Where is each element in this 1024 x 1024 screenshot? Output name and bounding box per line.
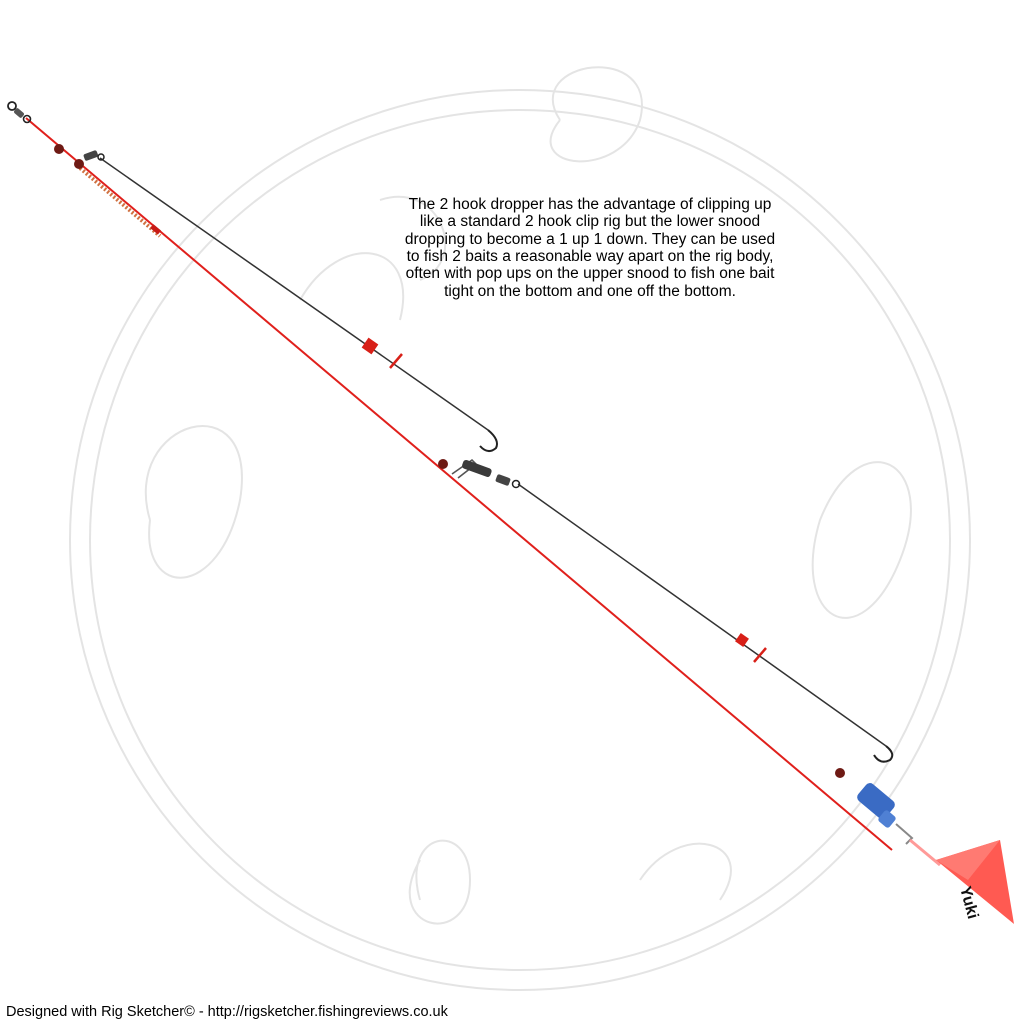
credit-footer: Designed with Rig Sketcher© - http://rigsketcher.fishingreviews.co.uk xyxy=(6,1004,448,1020)
hook-icon xyxy=(480,430,497,451)
crimp-icon xyxy=(150,224,161,234)
lower-snood xyxy=(518,484,892,762)
snood-swivel-icon xyxy=(83,150,104,161)
bait-clip-icon xyxy=(452,459,520,487)
weight-label: Yuki xyxy=(956,884,982,921)
crimp-icon xyxy=(735,633,749,647)
lead-weight-icon xyxy=(910,840,1014,924)
hook-icon xyxy=(874,746,892,762)
rig-description: The 2 hook dropper has the advantage of clipping up like a standard 2 hook clip rig but the lower snood dropping to become a 1 up 1 down. They can be used to fish 2 baits a reasonable way apart on the rig body, often with pop ups on the upper snood to fish one bait tight on the bottom and one off the bottom. xyxy=(404,196,776,300)
impact-shield-icon xyxy=(855,781,912,844)
